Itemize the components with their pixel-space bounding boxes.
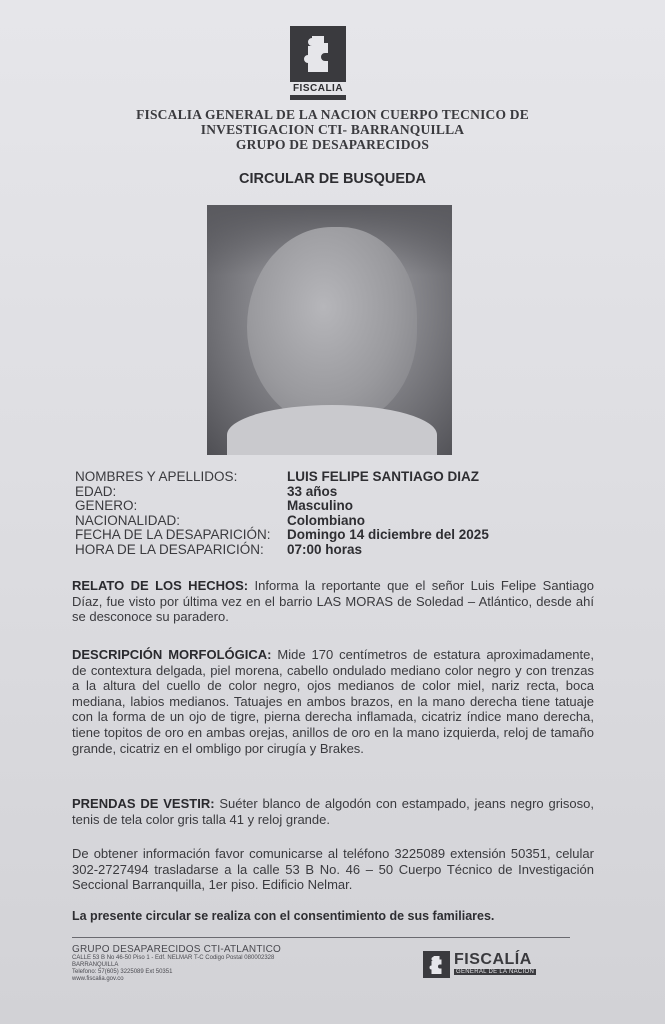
footer-street: CALLE 53 B No 46-50 Piso 1 - Edf. NELMAR T-C Codigo Postal 080002328 <box>72 955 275 961</box>
info-label: FECHA DE LA DESAPARICIÓN: <box>75 527 271 543</box>
relato-heading: RELATO DE LOS HECHOS: <box>72 578 249 593</box>
info-label: HORA DE LA DESAPARICIÓN: <box>75 541 264 557</box>
info-row-gender <box>75 499 489 514</box>
header-line-3: GRUPO DE DESAPARECIDOS <box>235 137 430 152</box>
consent-note: La presente circular se realiza con el consentimiento de sus familiares. <box>72 909 495 923</box>
fiscalia-logo <box>290 26 346 100</box>
relato-text: Informa la reportante que el señor Luis Felipe Santiago Díaz, fue visto por última vez en el barrio LAS MORAS de Soledad – Atlántico, desde ahí se desconoce su paradero. <box>72 578 594 625</box>
footer-web: www.fiscalia.gov.co <box>72 976 124 982</box>
photo-shirt <box>227 405 437 455</box>
footer-divider <box>72 937 570 938</box>
prendas-section <box>72 796 594 827</box>
logo-subtitle-bar <box>290 95 346 100</box>
missing-person-photo <box>207 205 452 455</box>
footer-city: BARRANQUILLA <box>72 962 119 968</box>
info-row-time <box>75 543 489 558</box>
puzzle-icon <box>423 951 450 978</box>
footer-phone: Telefono: 57(605) 3225089 Ext 50351 <box>72 969 173 975</box>
relato-section <box>72 578 594 625</box>
descripcion-heading: DESCRIPCIÓN MORFOLÓGICA: <box>72 647 272 662</box>
contact-paragraph: De obtener información favor comunicarse al teléfono 3225089 extensión 50351, celular 302-2727494 trasladarse a la calle 53 B No. 46 – 50 Cuerpo Técnico de Investigación Seccional Barranquilla, 1er piso. Edificio Nelmar. <box>72 846 594 893</box>
header-line-1: FISCALIA GENERAL DE LA NACION CUERPO TECNICO DE <box>136 107 529 122</box>
puzzle-icon <box>290 26 346 82</box>
prendas-text: Suéter blanco de algodón con estampado, jeans negro grisoso, tenis de tela color gris talla 41 y reloj grande. <box>72 796 594 827</box>
info-label: GENERO: <box>75 498 138 514</box>
prendas-heading: PRENDAS DE VESTIR: <box>72 796 215 811</box>
info-value: 07:00 horas <box>287 541 363 557</box>
info-value: Masculino <box>287 498 354 514</box>
info-value: 33 años <box>287 483 338 499</box>
info-row-name <box>75 470 489 485</box>
person-info <box>75 470 489 558</box>
footer-address <box>72 944 281 983</box>
info-label: NACIONALIDAD: <box>75 512 181 528</box>
footer-logo-word: FISCALÍA <box>454 951 532 968</box>
info-row-nationality <box>75 514 489 529</box>
info-value: Domingo 14 diciembre del 2025 <box>287 527 489 543</box>
fiscalia-footer-logo <box>423 951 573 985</box>
footer-group: GRUPO DESAPARECIDOS CTI-ATLANTICO <box>72 944 282 955</box>
info-value: Colombiano <box>287 512 365 528</box>
header-line-2: INVESTIGACION CTI- BARRANQUILLA <box>200 122 465 137</box>
descripcion-section <box>72 647 594 756</box>
logo-word: FISCALIA <box>292 83 344 94</box>
info-value: LUIS FELIPE SANTIAGO DIAZ <box>287 469 480 484</box>
photo-face <box>247 227 417 427</box>
footer-logo-sub: GENERAL DE LA NACIÓN <box>456 969 535 975</box>
info-row-age <box>75 485 489 500</box>
info-label: NOMBRES Y APELLIDOS: <box>75 469 238 484</box>
info-label: EDAD: <box>75 483 117 499</box>
descripcion-text: Mide 170 centímetros de estatura aproximadamente, de contextura delgada, piel morena, cabello ondulado mediano color negro y con trenzas a la altura del cuello de color negro, ojos medianos de color miel, nariz recta, boca mediana, labios medianos. Tatuajes en ambos brazos, en la mano derecha tiene tatuaje con la forma de un ojo de tigre, pierna derecha inflamada, cicatriz índice mano derecha, tiene topitos de oro en ambas orejas, anillos de oro en la mano izquierda, reloj de tamaño grande, cicatriz en el ombligo por cirugía y Brakes. <box>72 647 594 756</box>
info-row-date <box>75 528 489 543</box>
page-title: CIRCULAR DE BUSQUEDA <box>239 171 426 187</box>
